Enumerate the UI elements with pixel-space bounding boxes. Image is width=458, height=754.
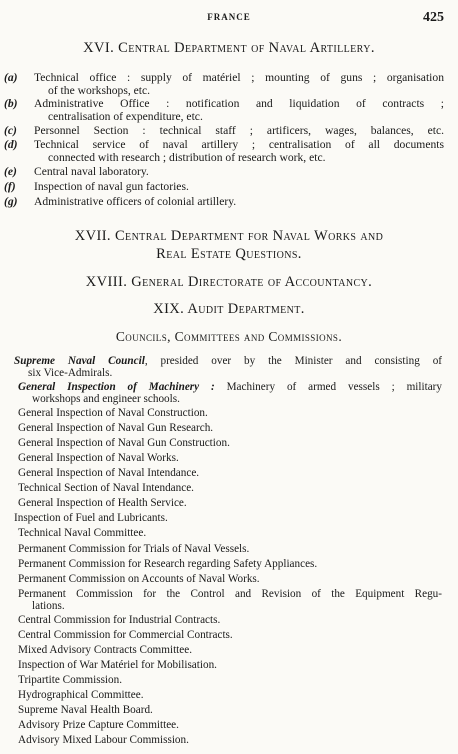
item-letter: (b) [4, 97, 18, 110]
item-letter: (c) [4, 124, 17, 137]
item-text: Central naval laboratory. [34, 165, 149, 178]
item-letter: (e) [4, 165, 17, 178]
council-entry: General Inspection of Naval Gun Research. [18, 422, 214, 434]
item-letter: (f) [4, 180, 16, 193]
council-entry: Tripartite Commission. [18, 674, 123, 686]
list-item [4, 181, 444, 194]
council-entry: Hydrographical Committee. [18, 689, 144, 701]
entry-name-continued: lations. [32, 600, 65, 613]
council-entry: General Inspection of Naval Construction. [18, 407, 208, 419]
council-entry: Supreme Naval Health Board. [18, 704, 153, 716]
section-heading-xix: XIX. Audit Department. [153, 301, 305, 317]
section-heading-xvi: XVI. Central Department of Naval Artillery. [83, 40, 375, 56]
item-text: Personnel Section : technical staff ; artificers, wages, balances, etc. [34, 124, 444, 137]
running-head: FRANCE [207, 12, 251, 22]
entry-description-continued: workshops and engineer schools. [32, 393, 180, 406]
entry-description: , presided over by the Minister and consisting of [144, 355, 443, 367]
list-item [4, 166, 444, 179]
item-letter: (a) [4, 71, 18, 84]
council-entry: Permanent Commission for Trials of Naval Vessels. [18, 543, 250, 555]
council-entry: Advisory Prize Capture Committee. [18, 719, 179, 731]
item-text-continued: connected with research ; distribution of research work, etc. [48, 150, 326, 164]
item-text: Administrative Office : notification and liquidation of contracts ; [34, 97, 444, 110]
item-letter: (d) [4, 138, 18, 151]
list-item [4, 98, 444, 123]
council-entry [14, 355, 442, 380]
council-entry: Inspection of Fuel and Lubricants. [14, 512, 168, 524]
list-item [4, 139, 444, 164]
section-heading-xviii: XVIII. General Directorate of Accountancy. [85, 274, 373, 290]
council-entry: Inspection of War Matériel for Mobilisation. [18, 659, 217, 671]
council-entry: Technical Section of Naval Intendance. [18, 482, 194, 494]
item-text: Technical service of naval artillery ; centralisation of all documents [34, 138, 444, 151]
item-text: Technical office : supply of matériel ; mounting of guns ; organisation [34, 71, 444, 84]
council-entry: Mixed Advisory Contracts Committee. [18, 644, 193, 656]
entry-name: General Inspection of Machinery : [18, 381, 215, 393]
council-entry [18, 588, 442, 613]
list-item [4, 196, 444, 209]
list-item [4, 125, 444, 138]
item-text: Administrative officers of colonial artillery. [34, 195, 237, 208]
item-letter: (g) [4, 195, 18, 208]
item-text: Inspection of naval gun factories. [34, 180, 189, 193]
entry-name: Supreme Naval Council [14, 355, 145, 367]
entry-name: Permanent Commission for the Control and Revision of the Equipment Regu- [18, 588, 442, 600]
list-item [4, 72, 444, 97]
council-entry: Central Commission for Commercial Contracts. [18, 629, 233, 641]
section-heading-xvii-continued: Real Estate Questions. [156, 246, 302, 262]
council-entry: General Inspection of Naval Works. [18, 452, 179, 464]
section-heading-xvii: XVII. Central Department for Naval Works and [74, 228, 384, 244]
council-entry: Advisory Mixed Labour Commission. [18, 734, 189, 746]
item-text-continued: of the workshops, etc. [48, 83, 151, 97]
entry-description-continued: six Vice-Admirals. [28, 367, 113, 380]
entry-description: Machinery of armed vessels ; military [214, 381, 442, 393]
council-entry: General Inspection of Naval Intendance. [18, 467, 200, 479]
item-text-continued: centralisation of expenditure, etc. [48, 109, 203, 123]
council-entry: Permanent Commission on Accounts of Naval Works. [18, 573, 260, 585]
council-entry: General Inspection of Health Service. [18, 497, 187, 509]
council-entry: Permanent Commission for Research regarding Safety Appliances. [18, 558, 318, 570]
council-entry: Technical Naval Committee. [18, 527, 147, 539]
council-entry: Central Commission for Industrial Contracts. [18, 614, 221, 626]
page-number: 425 [423, 10, 444, 25]
council-entry [18, 381, 442, 406]
council-entry: General Inspection of Naval Gun Construction. [18, 437, 230, 449]
section-heading-councils: Councils, Committees and Commissions. [115, 329, 343, 344]
